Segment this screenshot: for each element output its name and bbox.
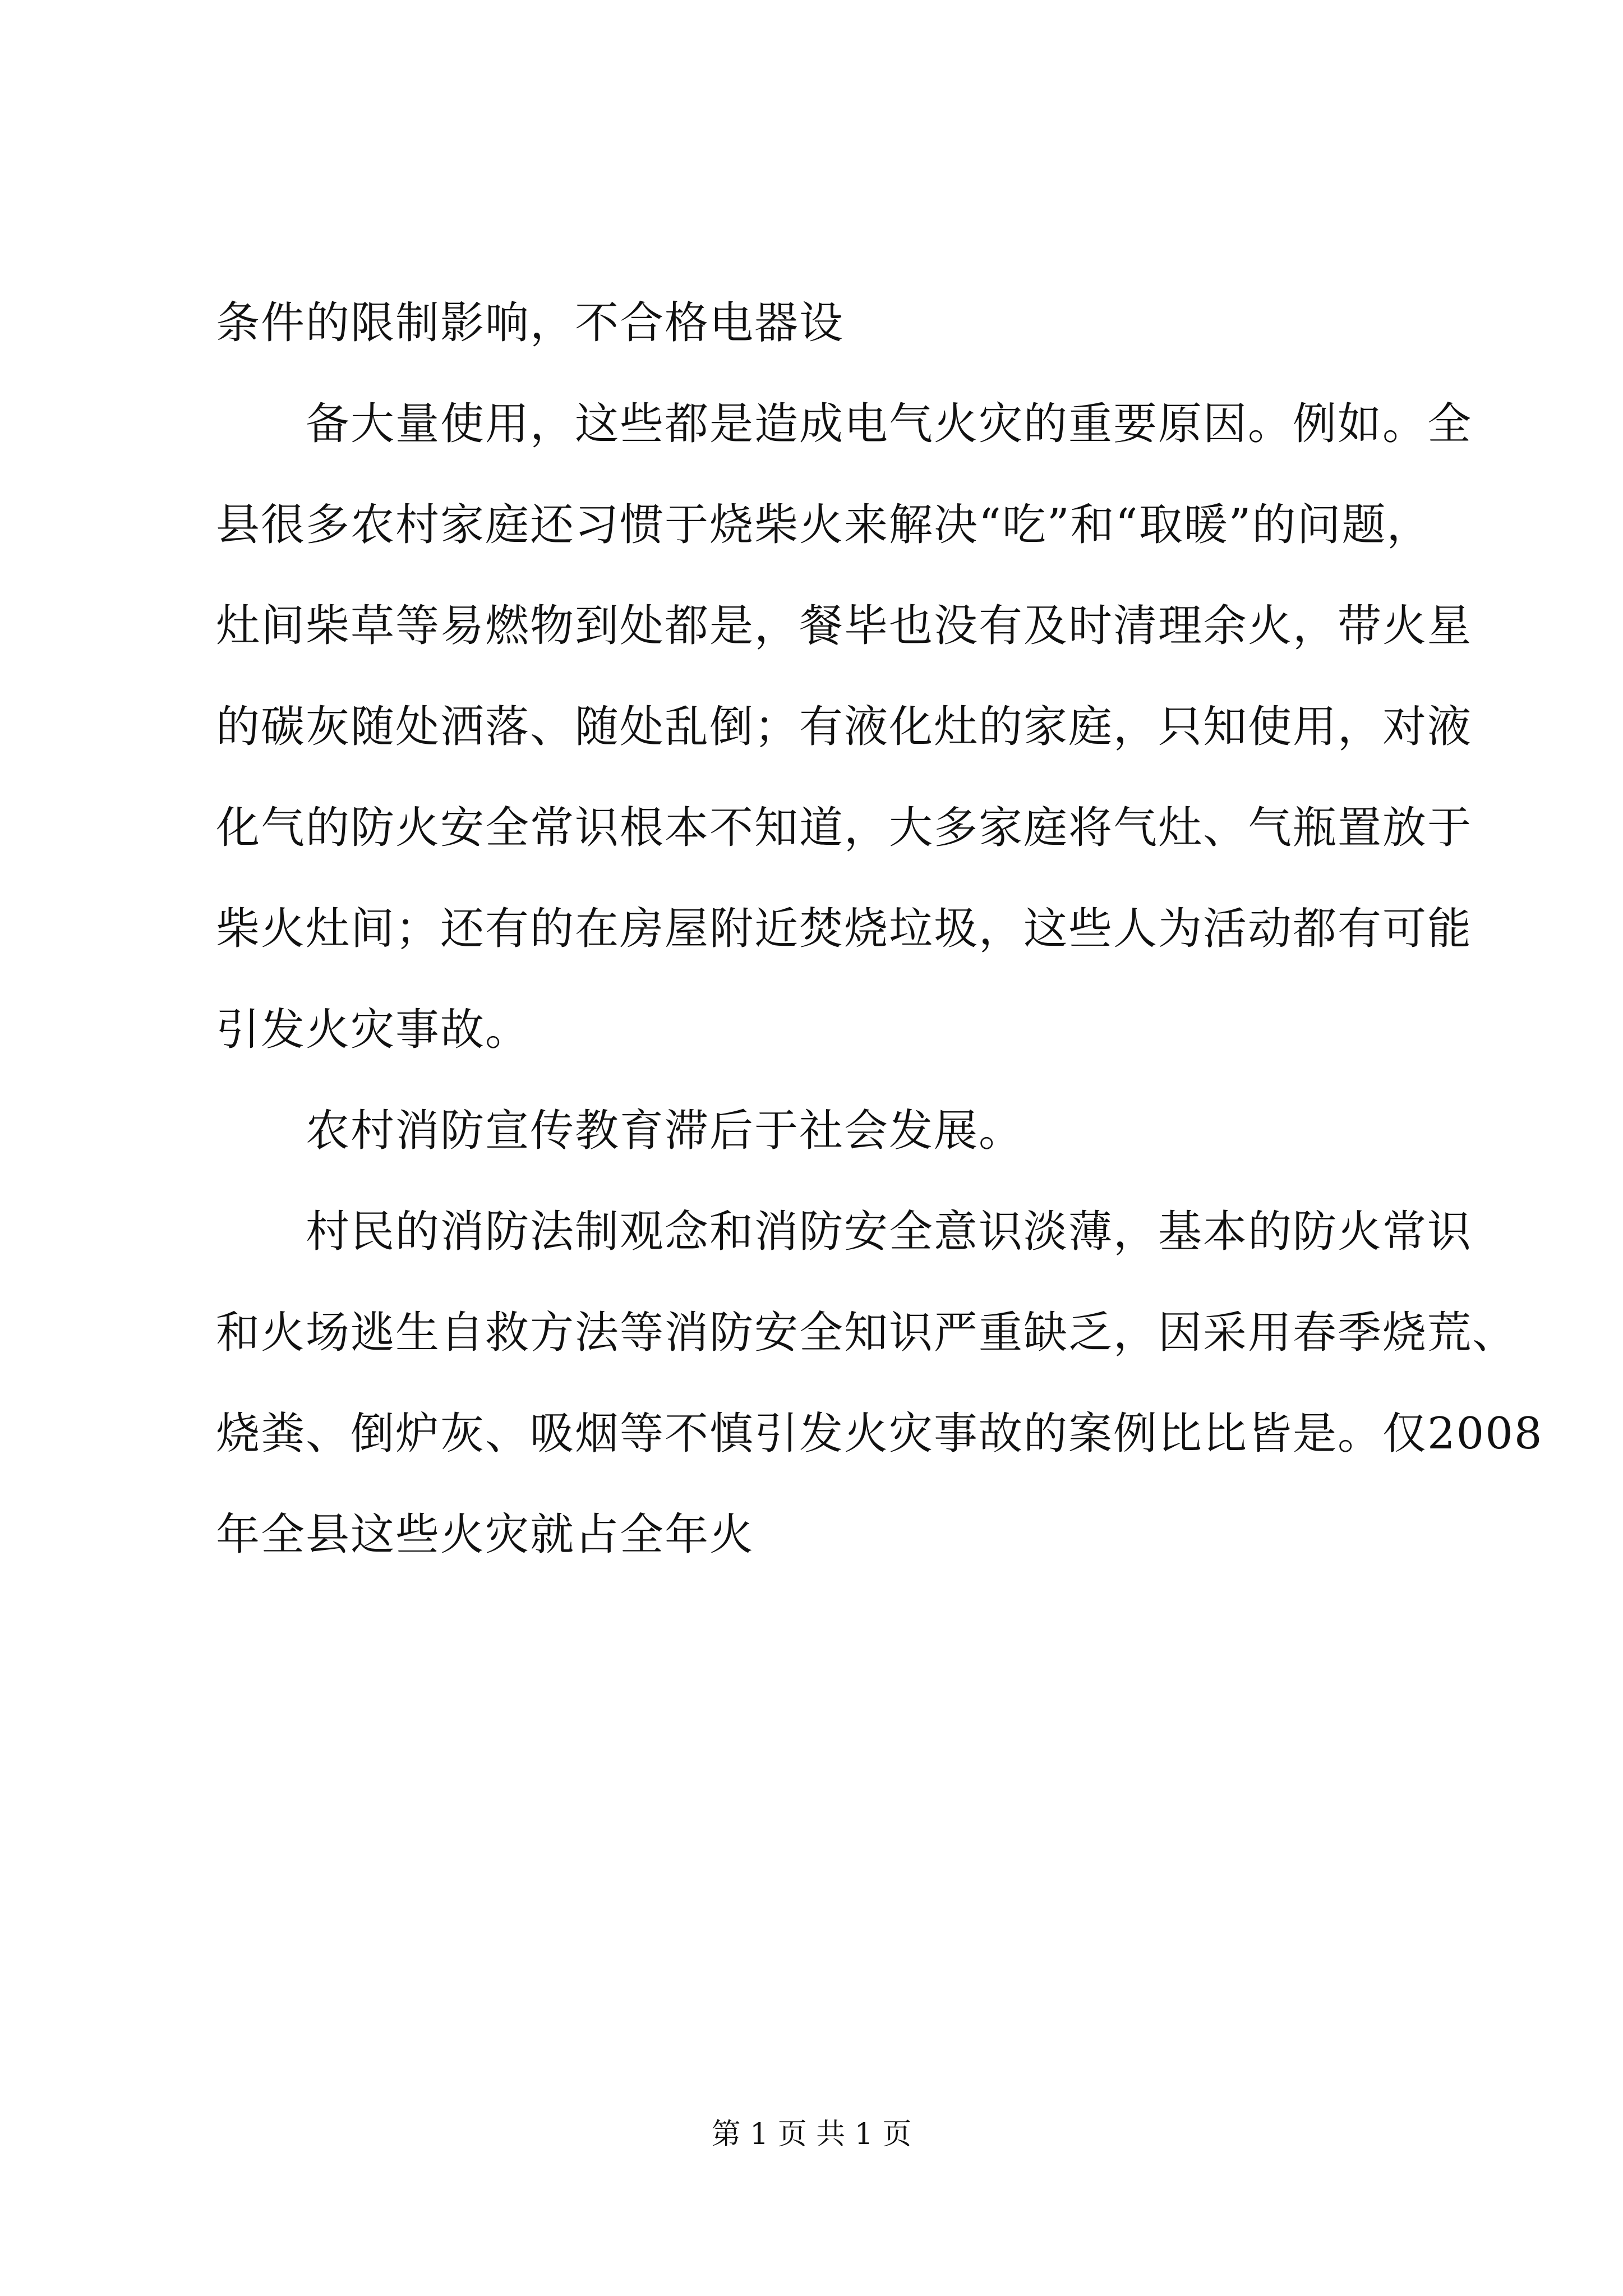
text-line: 农村消防宣传教育滞后于社会发展。 bbox=[306, 1106, 1024, 1156]
text-line: 备大量使用，这些都是造成电气火灾的重要原因。例如。全 bbox=[306, 399, 1473, 449]
text-line: 烧粪、倒炉灰、吸烟等不慎引发火灾事故的案例比比皆是。仅2008 bbox=[216, 1409, 1543, 1459]
page-footer: 第 1 页 共 1 页 bbox=[711, 2118, 912, 2151]
body-text bbox=[216, 297, 1543, 1610]
text-line: 柴火灶间；还有的在房屋附近焚烧垃圾，这些人为活动都有可能 bbox=[216, 904, 1473, 954]
text-line: 化气的防火安全常识根本不知道，大多家庭将气灶、气瓶置放于 bbox=[216, 803, 1473, 853]
text-line: 县很多农村家庭还习惯于烧柴火来解决“吃”和“取暖”的问题， bbox=[216, 500, 1432, 550]
text-line: 条件的限制影响，不合格电器设 bbox=[216, 298, 845, 348]
text-line: 村民的消防法制观念和消防安全意识淡薄，基本的防火常识 bbox=[306, 1207, 1473, 1257]
text-line: 年全县这些火灾就占全年火 bbox=[216, 1510, 755, 1560]
text-line: 和火场逃生自救方法等消防安全知识严重缺乏，因采用春季烧荒、 bbox=[216, 1308, 1518, 1358]
text-line: 的碳灰随处洒落、随处乱倒；有液化灶的家庭，只知使用，对液 bbox=[216, 702, 1473, 752]
text-line: 灶间柴草等易燃物到处都是，餐毕也没有及时清理余火，带火星 bbox=[216, 601, 1473, 651]
text-line: 引发火灾事故。 bbox=[216, 1005, 531, 1055]
